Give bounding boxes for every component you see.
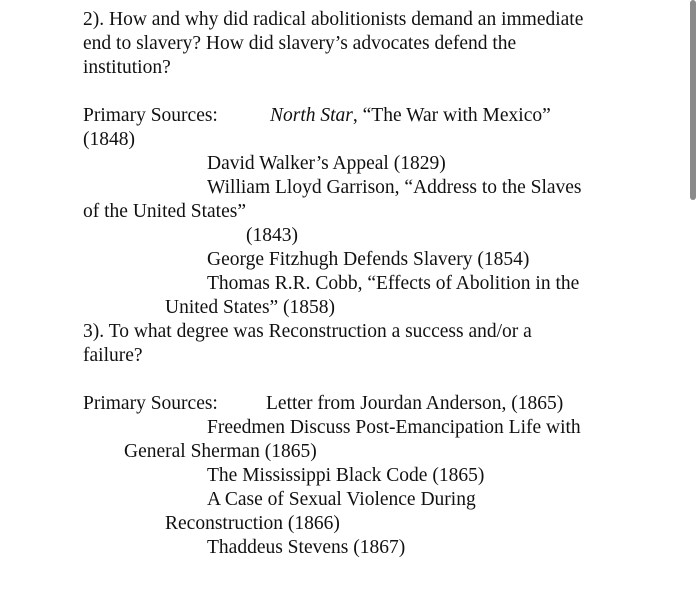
vertical-scrollbar[interactable] bbox=[690, 0, 696, 200]
source-north-star-year: (1848) bbox=[83, 129, 135, 150]
source-black-code: The Mississippi Black Code (1865) bbox=[207, 465, 485, 486]
source-cobb-line-2: United States” (1858) bbox=[165, 297, 336, 318]
source-garrison-line-2: of the United States” bbox=[83, 201, 246, 222]
source-garrison-line-1: William Lloyd Garrison, “Address to the Slaves bbox=[207, 177, 582, 198]
north-star-rest: , “The War with Mexico” bbox=[352, 105, 551, 126]
source-violence-line-1: A Case of Sexual Violence During bbox=[207, 489, 476, 510]
source-freedmen-line-1: Freedmen Discuss Post-Emancipation Life with bbox=[207, 417, 581, 438]
primary-sources-label-2: Primary Sources: bbox=[83, 393, 218, 414]
question-2-line-3: institution? bbox=[83, 57, 171, 78]
source-anderson: Letter from Jourdan Anderson, (1865) bbox=[266, 393, 564, 414]
source-freedmen-line-2: General Sherman (1865) bbox=[124, 441, 317, 462]
north-star-title: North Star bbox=[270, 105, 353, 126]
primary-sources-label: Primary Sources: bbox=[83, 105, 218, 126]
question-3-line-2: failure? bbox=[83, 345, 143, 366]
source-stevens: Thaddeus Stevens (1867) bbox=[207, 537, 406, 558]
source-garrison-year: (1843) bbox=[246, 225, 298, 246]
question-3-line-1: 3). To what degree was Reconstruction a success and/or a bbox=[83, 321, 532, 342]
question-2-line-2: end to slavery? How did slavery’s advocates defend the bbox=[83, 33, 517, 54]
source-walker: David Walker’s Appeal (1829) bbox=[207, 153, 446, 174]
source-violence-line-2: Reconstruction (1866) bbox=[165, 513, 340, 534]
source-fitzhugh: George Fitzhugh Defends Slavery (1854) bbox=[207, 249, 530, 270]
source-cobb-line-1: Thomas R.R. Cobb, “Effects of Abolition in the bbox=[207, 273, 580, 294]
question-2-line-1: 2). How and why did radical abolitionists demand an immediate bbox=[83, 9, 584, 30]
source-north-star bbox=[270, 104, 551, 128]
